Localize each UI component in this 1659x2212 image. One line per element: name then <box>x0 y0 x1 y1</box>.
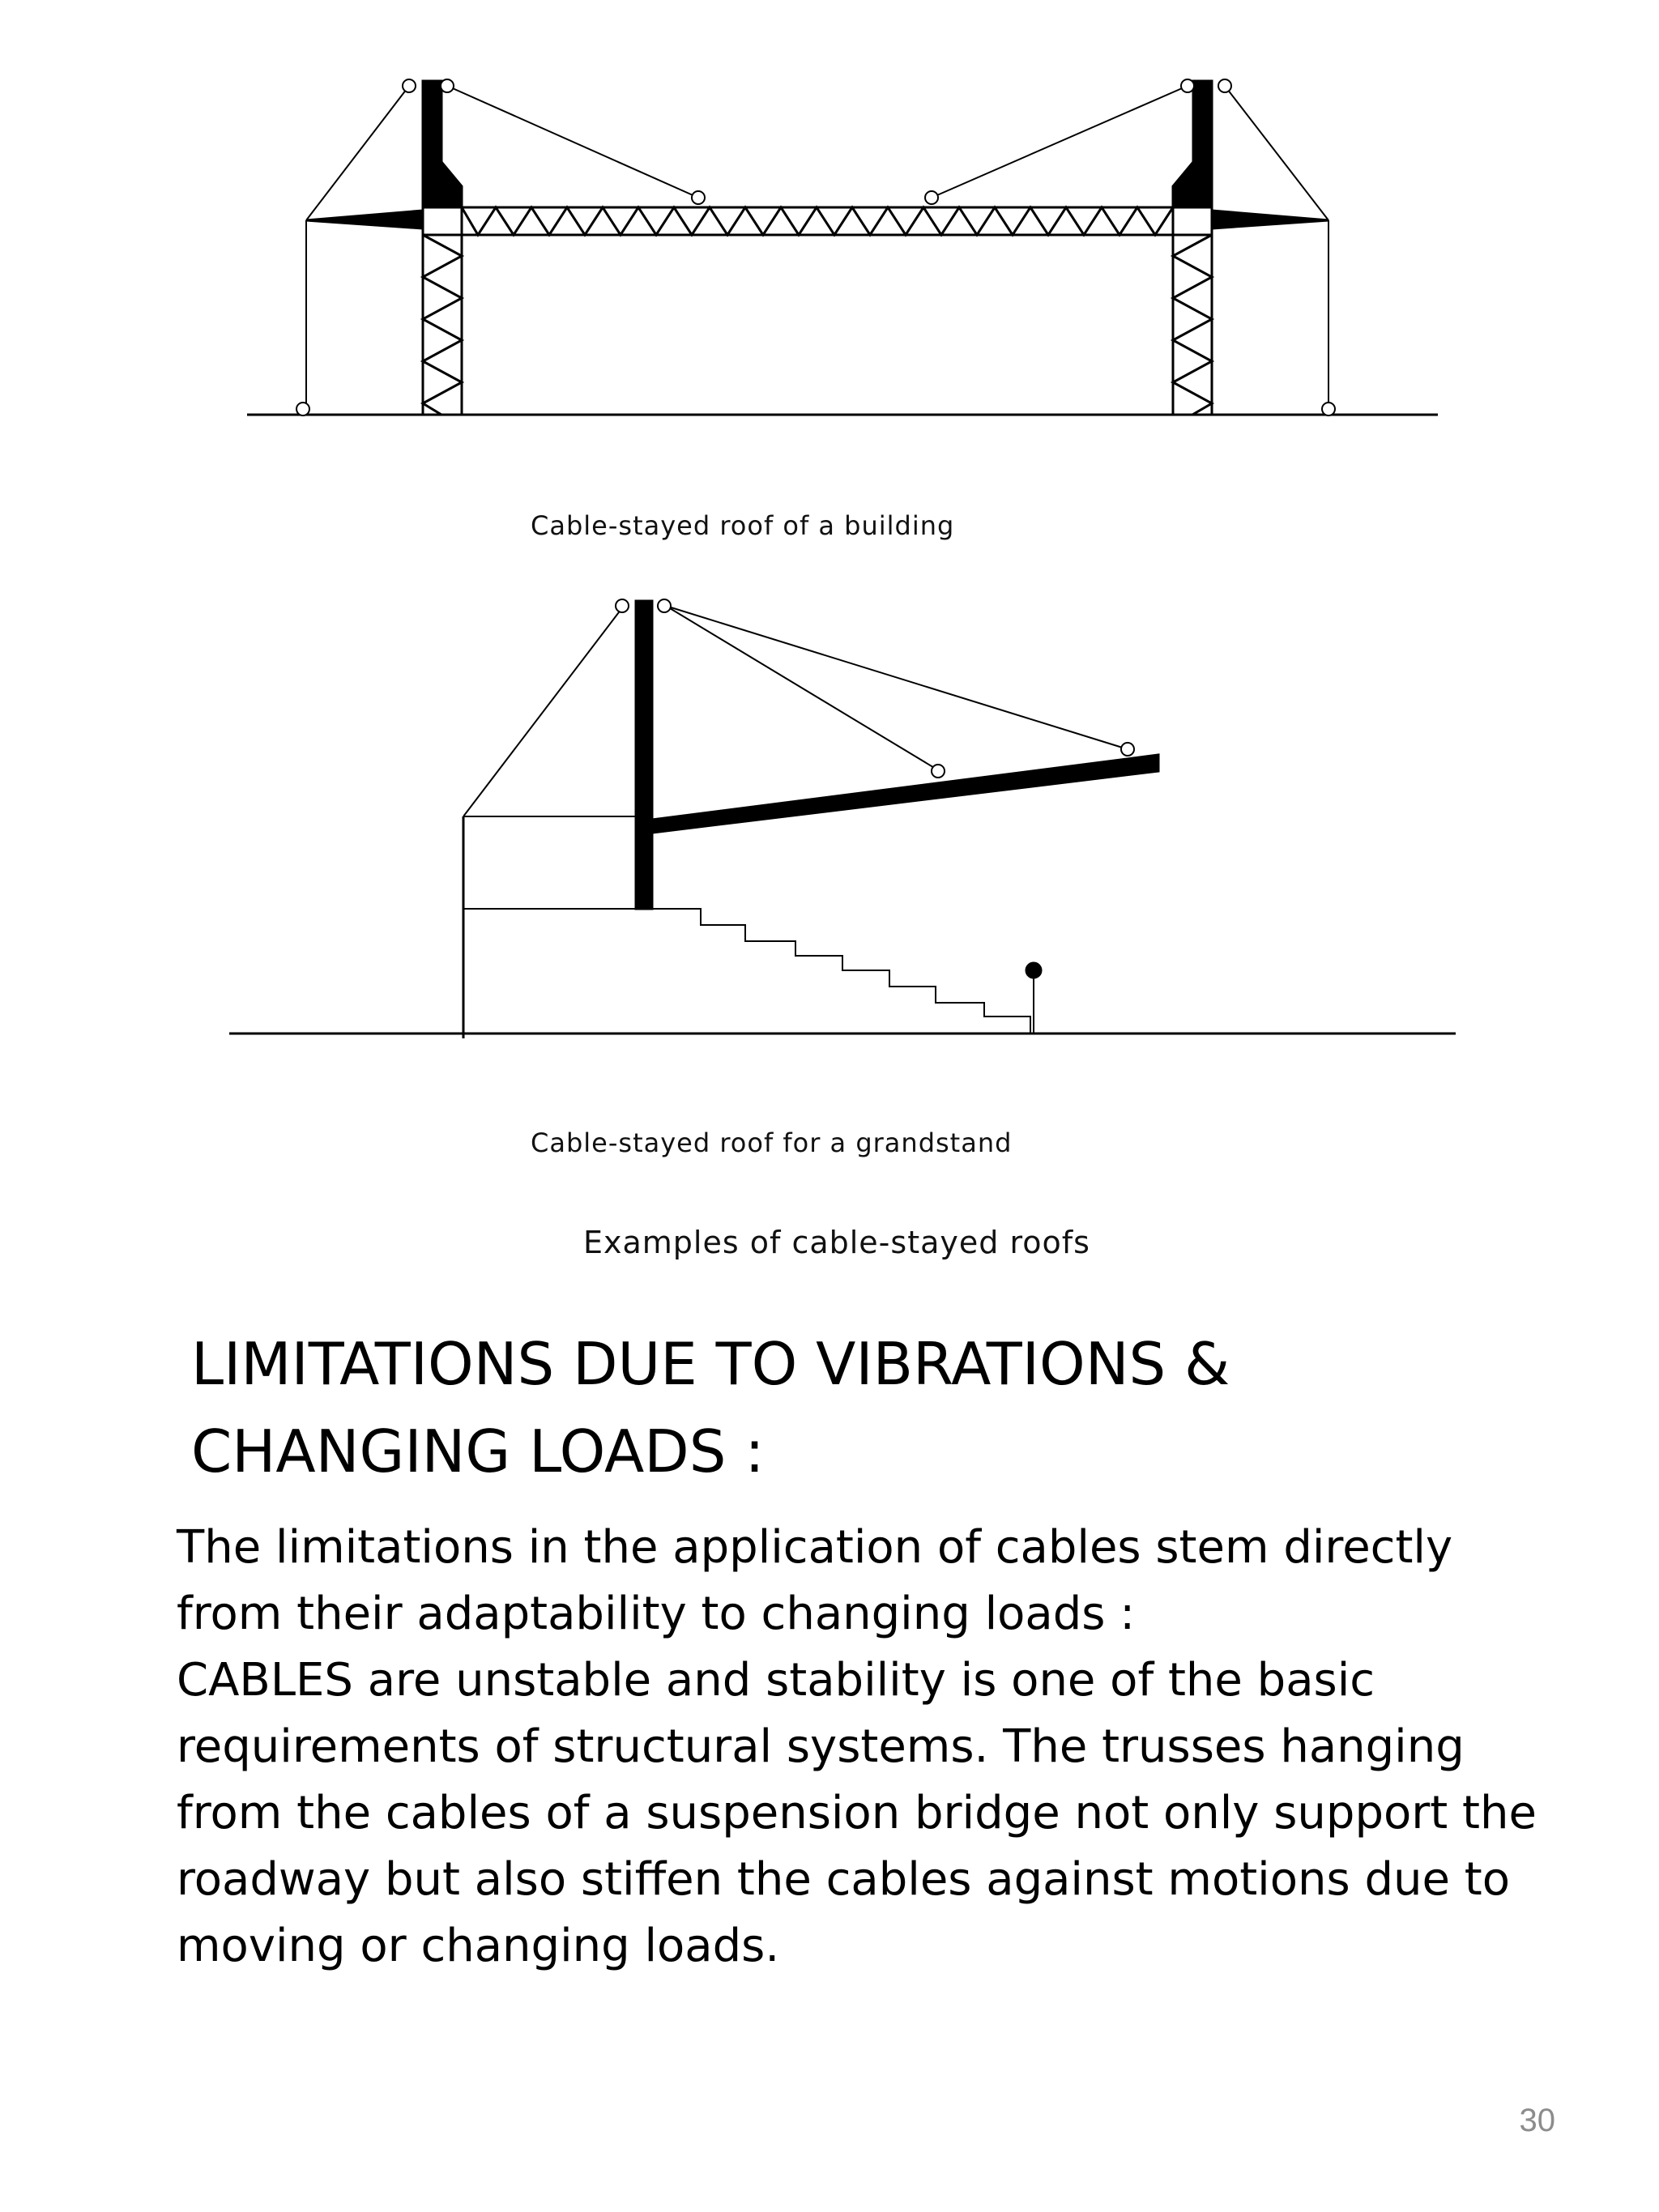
body-line: from the cables of a suspension bridge not only support the <box>177 1787 1537 1839</box>
body-line: CABLES are unstable and stability is one of the basic <box>177 1654 1375 1707</box>
grandstand-steps <box>648 909 1030 1034</box>
heading-line-1: LIMITATIONS DUE TO VIBRATIONS & <box>191 1330 1230 1398</box>
figures-overall-caption: Examples of cable-stayed roofs <box>583 1225 1090 1260</box>
left-forward-stay <box>447 86 698 198</box>
left-mast <box>423 81 462 207</box>
page-number: 30 <box>1519 2103 1555 2138</box>
building-roof-diagram <box>247 79 1438 416</box>
body-line: moving or changing loads. <box>177 1920 780 1972</box>
grandstand-mast <box>636 601 652 909</box>
left-tower-truss <box>423 235 462 415</box>
building-figure-caption: Cable-stayed roof of a building <box>531 510 955 541</box>
grandstand-roof-beam <box>652 755 1158 833</box>
heading-line-2: CHANGING LOADS : <box>191 1417 765 1485</box>
body-line: requirements of structural systems. The trusses hanging <box>177 1720 1465 1773</box>
body-line: The limitations in the application of cables stem directly <box>177 1521 1453 1574</box>
grandstand-figure-caption: Cable-stayed roof for a grandstand <box>531 1127 1013 1158</box>
body-paragraph <box>177 1515 1618 1980</box>
right-tower-truss <box>1173 235 1212 415</box>
body-line: roadway but also stiffen the cables against motions due to <box>177 1853 1510 1906</box>
section-heading <box>191 1320 1568 1495</box>
right-forward-stay <box>932 86 1188 198</box>
body-line: from their adaptability to changing loads : <box>177 1588 1136 1640</box>
right-mast <box>1173 81 1212 207</box>
grandstand-roof-diagram <box>229 599 1456 1038</box>
